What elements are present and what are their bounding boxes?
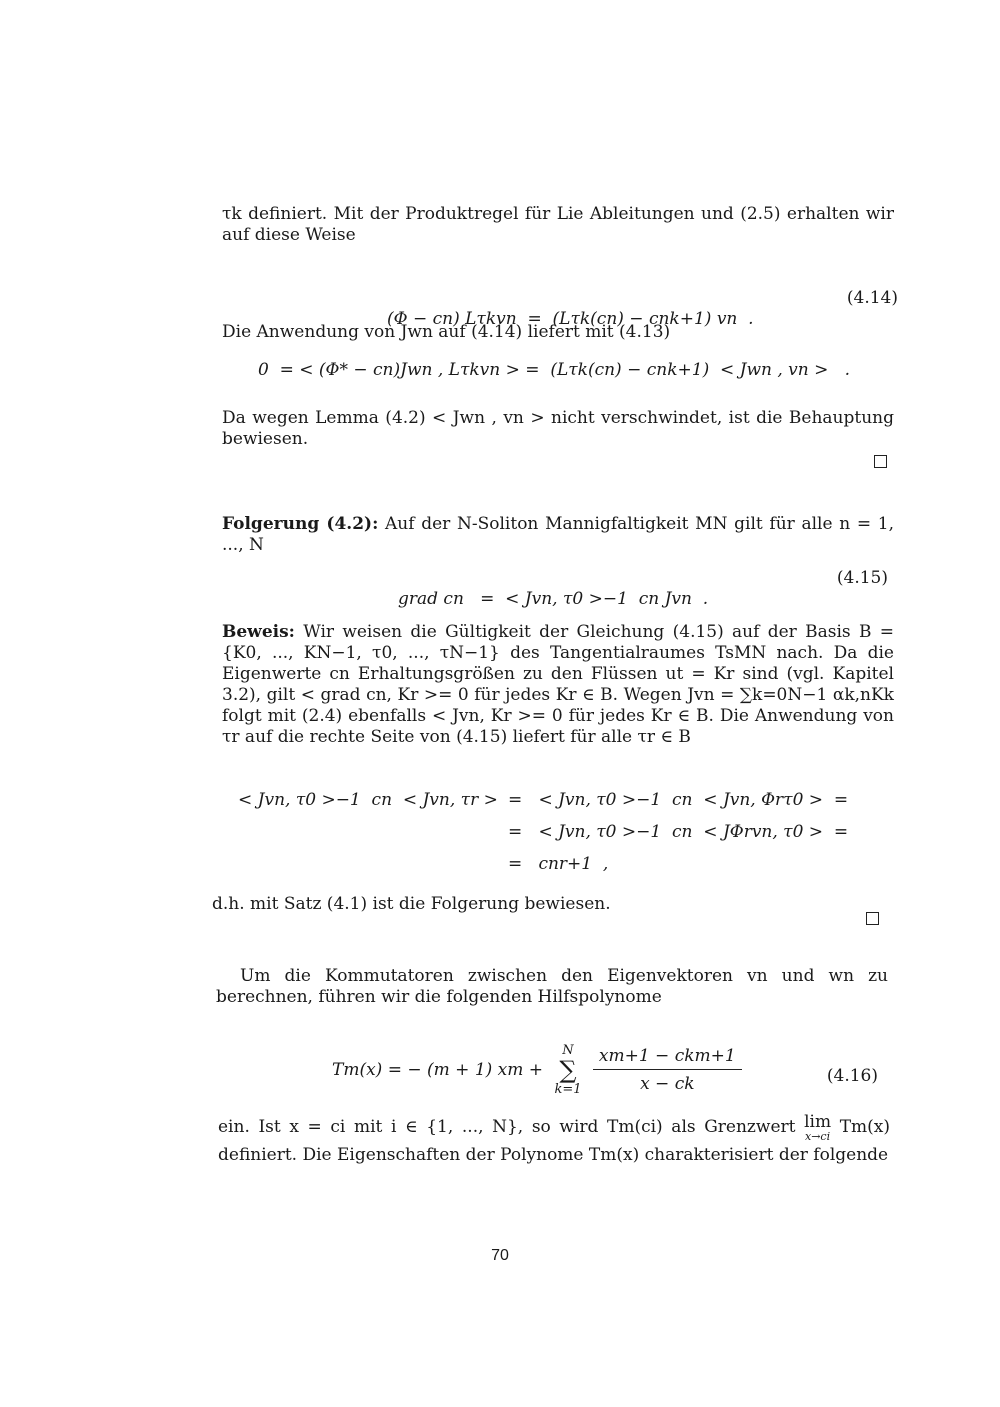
- equation-chain-line-3: [238, 854, 888, 886]
- ein-paragraph: [218, 1114, 890, 1169]
- chain-line-1-left: < Jvn, τ0 >−1 cn < Jvn, τr >: [238, 790, 498, 810]
- beweis-label: Beweis:: [222, 622, 295, 642]
- folgerung-paragraph: [222, 514, 894, 555]
- equation-chain: [238, 790, 888, 886]
- qed-square-1: [874, 455, 887, 468]
- limit-word: lim: [804, 1112, 832, 1132]
- equation-4-13-line: 0 = < (Φ* − cn)Jwn , Lτkvn > = (Lτk(cn) − cnk+1) < Jwn , vn > .: [258, 360, 850, 380]
- ein-text-a: ein. Ist x = ci mit i ∈ {1, ..., N}, so wird Tm(ci) als Grenzwert: [218, 1117, 805, 1137]
- equation-4-16-lhs: Tm(x) = − (m + 1) xm +: [332, 1059, 549, 1080]
- equation-4-16-number: (4.16): [826, 1066, 878, 1086]
- equation-4-16: [222, 1044, 878, 1108]
- fraction-numerator: xm+1 − ckm+1: [593, 1046, 742, 1070]
- equation-4-15-body: grad cn = < Jvn, τ0 >−1 cn Jvn .: [398, 588, 709, 609]
- summation-sigma: ∑: [559, 1055, 577, 1084]
- chain-line-1-right: = < Jvn, τ0 >−1 cn < Jvn, Φrτ0 > =: [508, 790, 849, 810]
- equation-chain-line-2: [238, 822, 888, 854]
- summation-lower-limit: k=1: [554, 1081, 582, 1097]
- chain-line-2-right: = < Jvn, τ0 >−1 cn < JΦrvn, τ0 > =: [508, 822, 849, 842]
- fraction-denominator: x − ck: [640, 1073, 695, 1094]
- beweis-paragraph: [222, 622, 894, 748]
- qed-square-2: [866, 912, 879, 925]
- kommutator-paragraph: Um die Kommutatoren zwischen den Eigenvektoren vn und wn zu berechnen, führen wir die folgenden Hilfspolynome: [216, 966, 888, 1007]
- beweis-text: Wir weisen die Gültigkeit der Gleichung (4.15) auf der Basis B = {K0, ..., KN−1, τ0, ..., τN−1} des Tangentialraumes TsMN nach. Da die Eigenwerte cn Erhaltungsgrößen zu den Flüssen ut = Kr sind (vgl. Kapitel 3.2), gilt < grad cn, Kr >= 0 für jedes Kr ∈ B. Wegen Jvn = ∑k=0N−1 αk,nKk folgt mit (2.4) ebenfalls < Jvn, Kr >= 0 für jedes Kr ∈ B. Die Anwendung von τr auf die rechte Seite von (4.15) liefert für alle τr ∈ B: [222, 622, 894, 748]
- ein-text-b: Tm(x) definiert. Die Eigenschaften der Polynome Tm(x) charakterisiert der folgende: [218, 1117, 891, 1165]
- folgerung-label: Folgerung (4.2):: [222, 514, 379, 534]
- folgerung-bewiesen-text: d.h. mit Satz (4.1) ist die Folgerung bewiesen.: [212, 894, 611, 914]
- summation-upper-limit: N: [562, 1043, 574, 1058]
- limit-subscript: x→ci: [805, 1130, 831, 1143]
- equation-4-14-number: (4.14): [846, 288, 898, 308]
- anwendung-paragraph: Die Anwendung von Jwn auf (4.14) liefert mit (4.13): [222, 322, 671, 342]
- equation-4-15-number: (4.15): [836, 568, 888, 588]
- limit-operator: [804, 1114, 831, 1142]
- equation-4-14-body: (Φ − cn) Lτkvn = (Lτk(cn) − cnk+1) vn .: [387, 308, 754, 329]
- lemma-paragraph: Da wegen Lemma (4.2) < Jwn , vn > nicht verschwindet, ist die Behauptung bewiesen.: [222, 408, 894, 449]
- intro-paragraph: τk definiert. Mit der Produktregel für Lie Ableitungen und (2.5) erhalten wir auf diese Weise: [222, 204, 894, 245]
- equation-chain-line-1: [238, 790, 888, 822]
- summation-symbol: [554, 1044, 581, 1096]
- chain-line-3-right: = cnr+1 ,: [508, 854, 609, 874]
- folgerung-text: Auf der N-Soliton Mannigfaltigkeit MN gilt für alle n = 1, ..., N: [222, 514, 894, 555]
- equation-4-16-fraction: [593, 1046, 742, 1094]
- page-number: 70: [491, 1247, 509, 1264]
